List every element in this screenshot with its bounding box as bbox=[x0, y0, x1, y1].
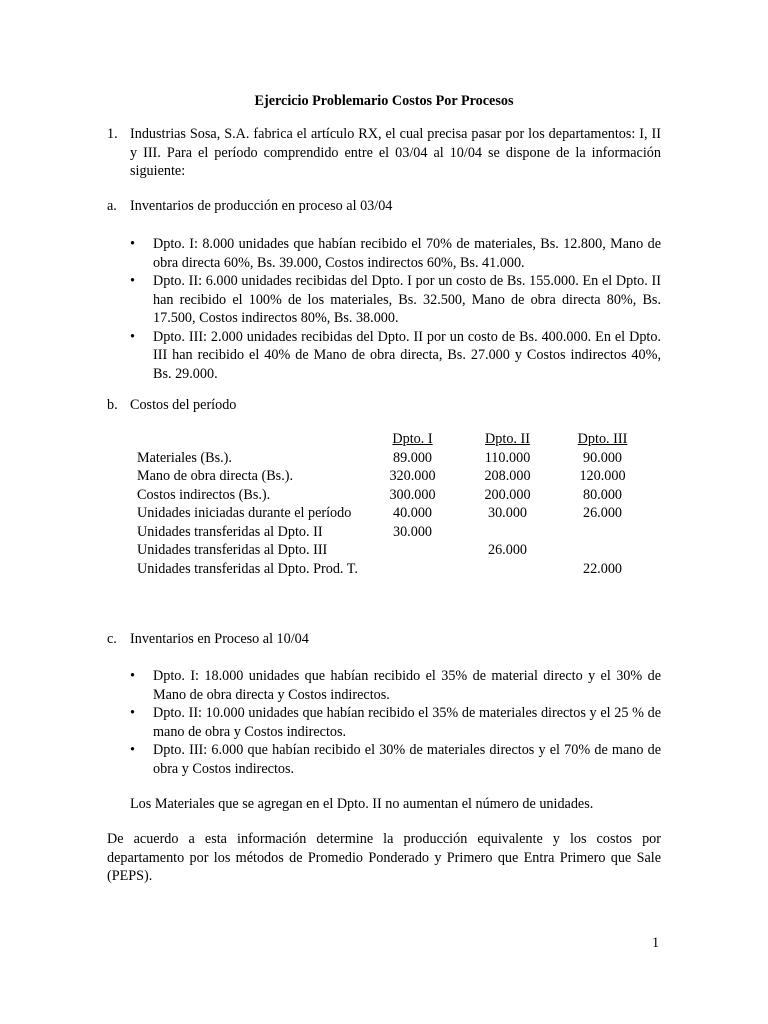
materials-note: Los Materiales que se agregan en el Dpto. II no aumentan el número de unidades. bbox=[130, 796, 594, 812]
table-cell bbox=[460, 560, 555, 579]
table-cell: 120.000 bbox=[579, 468, 626, 484]
table-cell: 110.000 bbox=[484, 449, 531, 466]
table-cell: 26.000 bbox=[487, 542, 527, 558]
table-cell: 90.000 bbox=[582, 449, 622, 466]
table-cell: 89.000 bbox=[392, 449, 432, 466]
row-label: Costos indirectos (Bs.). bbox=[137, 486, 271, 503]
table-cell: 200.000 bbox=[484, 486, 531, 503]
section-a-letter: a. bbox=[107, 198, 117, 214]
closing-paragraph: De acuerdo a esta información determine la producción equivalente y los costos por departamento por los métodos de Promedio Ponderado y Primero que Entra Primero que Sale (PEPS). bbox=[107, 831, 661, 884]
bullet-icon: • bbox=[130, 705, 135, 721]
table-cell: 40.000 bbox=[392, 505, 432, 521]
section-a-heading: Inventarios de producción en proceso al 03/04 bbox=[130, 198, 393, 214]
table-cell: 320.000 bbox=[389, 468, 436, 484]
bullet-icon: • bbox=[130, 668, 135, 684]
row-label: Unidades transferidas al Dpto. Prod. T. bbox=[137, 560, 358, 577]
table-cell: 208.000 bbox=[484, 468, 531, 484]
bullet-icon: • bbox=[130, 273, 135, 289]
table-cell: 30.000 bbox=[392, 523, 432, 540]
table-row bbox=[137, 467, 650, 486]
section-c-heading: Inventarios en Proceso al 10/04 bbox=[130, 631, 309, 647]
list-item: • Dpto. II: 10.000 unidades que habían recibido el 35% de materiales directos y el 25 % de mano de obra y Costos indirectos. bbox=[130, 705, 661, 740]
table-cell: 300.000 bbox=[389, 486, 436, 503]
table-cell bbox=[365, 541, 460, 560]
table-row bbox=[137, 560, 650, 579]
list-item: • Dpto. II: 6.000 unidades recibidas del Dpto. I por un costo de Bs. 155.000. En el Dpto. II han recibido el 100% de los materiales, Bs. 32.500, Mano de obra directa 80%, Bs. 17.500, Costos indirectos 80%, Bs. 38.000. bbox=[130, 273, 661, 326]
section-a-list bbox=[130, 235, 661, 383]
list-item: • Dpto. I: 8.000 unidades que habían recibido el 70% de materiales, Bs. 12.800, Mano de obra directa 60%, Bs. 39.000, Costos indirectos 60%, Bs. 41.000. bbox=[130, 236, 661, 271]
costs-table bbox=[137, 430, 650, 578]
table-row bbox=[137, 523, 650, 542]
row-label: Materiales (Bs.). bbox=[137, 449, 232, 466]
table-cell bbox=[460, 523, 555, 542]
problem-intro: Industrias Sosa, S.A. fabrica el artículo RX, el cual precisa pasar por los departamentos: I, II y III. Para el período comprendido entre el 03/04 al 10/04 se dispone de la información siguiente: bbox=[130, 126, 661, 179]
bullet-icon: • bbox=[130, 742, 135, 758]
document-title: Ejercicio Problemario Costos Por Procesos bbox=[254, 93, 514, 109]
list-item: • Dpto. III: 2.000 unidades recibidas del Dpto. II por un costo de Bs. 400.000. En el Dpto. III han recibido el 40% de Mano de obra directa, Bs. 27.000 y Costos indirectos 40%, Bs. 29.000. bbox=[130, 328, 661, 382]
column-header: Dpto. I bbox=[392, 431, 433, 447]
table-cell bbox=[555, 523, 650, 542]
table-cell bbox=[365, 560, 460, 579]
row-label: Unidades transferidas al Dpto. III bbox=[137, 542, 328, 558]
table-row bbox=[137, 541, 650, 560]
list-item: • Dpto. I: 18.000 unidades que habían recibido el 35% de material directo y el 30% de Mano de obra directa y Costos indirectos. bbox=[130, 668, 661, 703]
table-cell: 30.000 bbox=[487, 505, 527, 521]
table-row bbox=[137, 449, 650, 468]
problem-number: 1. bbox=[107, 126, 118, 142]
row-label: Mano de obra directa (Bs.). bbox=[137, 468, 294, 484]
table-cell: 26.000 bbox=[582, 505, 622, 521]
bullet-icon: • bbox=[130, 236, 135, 252]
table-header-row bbox=[137, 430, 650, 449]
bullet-icon: • bbox=[130, 328, 135, 345]
table-cell: 22.000 bbox=[582, 560, 622, 577]
row-label: Unidades transferidas al Dpto. II bbox=[137, 523, 323, 540]
table-row bbox=[137, 486, 650, 505]
table-cell: 80.000 bbox=[582, 486, 622, 503]
section-b-letter: b. bbox=[107, 397, 118, 413]
section-b-heading: Costos del período bbox=[130, 397, 237, 413]
section-c-letter: c. bbox=[107, 631, 117, 647]
list-item: • Dpto. III: 6.000 que habían recibido el 30% de materiales directos y el 70% de mano de obra y Costos indirectos. bbox=[130, 742, 661, 777]
table-cell bbox=[555, 541, 650, 560]
table-row bbox=[137, 504, 650, 523]
column-header: Dpto. II bbox=[485, 431, 530, 447]
row-label: Unidades iniciadas durante el período bbox=[137, 505, 352, 521]
section-c-list bbox=[130, 667, 661, 778]
column-header: Dpto. III bbox=[577, 431, 628, 447]
page-number: 1 bbox=[652, 935, 660, 951]
